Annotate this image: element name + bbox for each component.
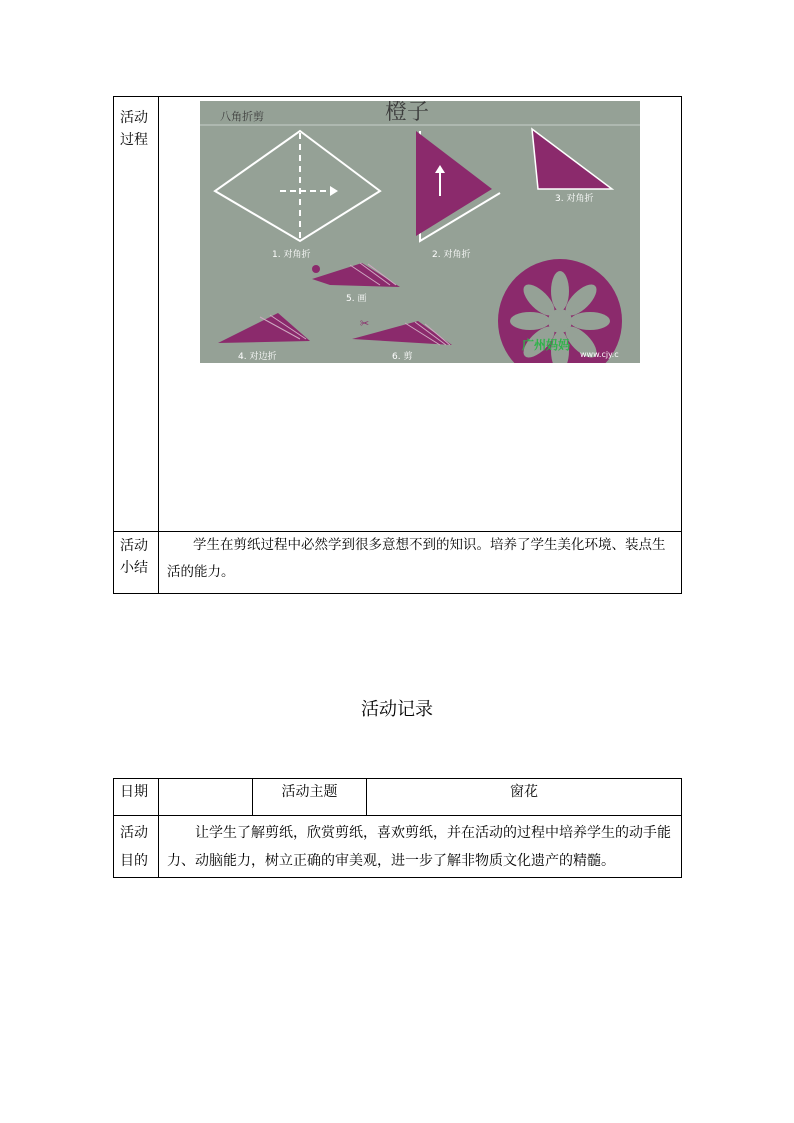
activity-record-table — [113, 778, 682, 878]
step5-label: 5. 画 — [346, 294, 367, 304]
step1-label: 1. 对角折 — [272, 250, 311, 260]
step2-label: 2. 对角折 — [432, 250, 471, 260]
process-label: 活动 过程 — [120, 110, 148, 148]
step4-label: 4. 对边折 — [238, 352, 277, 362]
summary-label: 活动 小结 — [120, 538, 148, 576]
theme-value-cell — [367, 779, 682, 816]
date-label: 日期 — [120, 784, 148, 800]
theme-label-cell — [253, 779, 367, 816]
photo-title: 橙子 — [385, 101, 430, 125]
purpose-text: 让学生了解剪纸，欣赏剪纸，喜欢剪纸，并在活动的过程中培养学生的动手能力、动脑能力，树立正确的审美观，进一步了解非物质文化遗产的精髓。 — [167, 825, 671, 869]
date-label-cell — [114, 779, 159, 816]
watermark-text: 广州妈妈 — [522, 338, 571, 352]
step3-label: 3. 对角折 — [555, 194, 594, 204]
watermark-url: www.cjy.c — [580, 350, 619, 359]
purpose-content-cell — [159, 816, 682, 878]
process-label-cell — [114, 97, 159, 532]
date-value-cell — [159, 779, 253, 816]
purpose-label: 活动 目的 — [120, 825, 148, 869]
step6-label: 6. 剪 — [392, 352, 413, 362]
photo-subtitle: 八角折剪 — [220, 110, 264, 123]
summary-text: 学生在剪纸过程中必然学到很多意想不到的知识。培养了学生美化环境、装点生活的能力。 — [167, 537, 666, 580]
svg-text:✂: ✂ — [360, 317, 370, 330]
page-title: 活动记录 — [361, 699, 433, 720]
summary-content-cell — [159, 532, 682, 594]
paper-cut-instruction-photo — [200, 101, 640, 363]
summary-label-cell — [114, 532, 159, 594]
theme-value: 窗花 — [510, 784, 538, 800]
purpose-label-cell — [114, 816, 159, 878]
theme-label: 活动主题 — [281, 784, 338, 800]
